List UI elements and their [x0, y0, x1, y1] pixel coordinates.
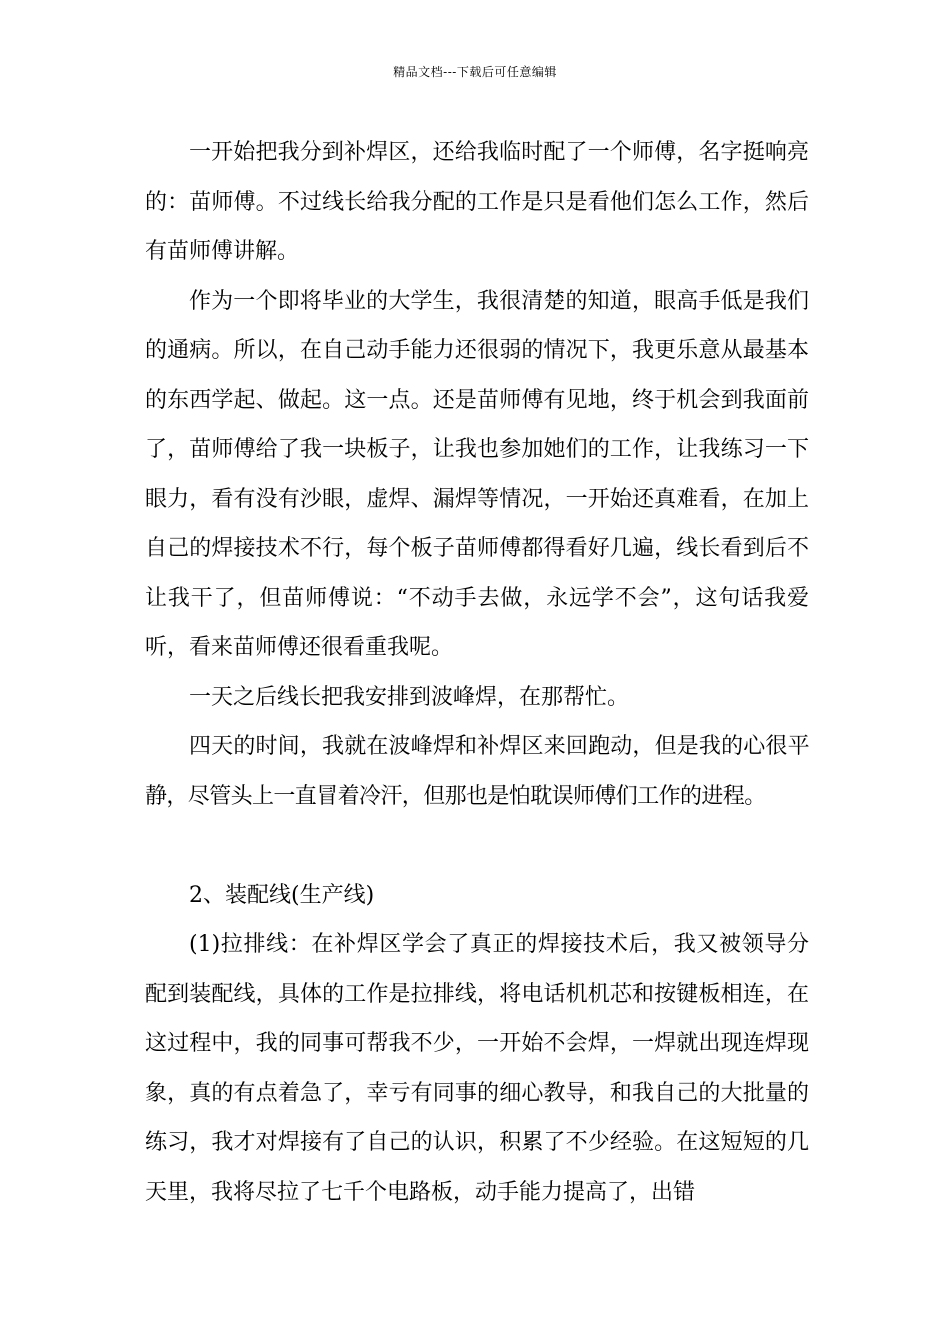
document-body: [145, 128, 809, 1217]
page-header: 精品文档---下载后可任意编辑: [393, 65, 557, 79]
paragraph-spacer: [145, 821, 809, 871]
paragraph-4: 四天的时间，我就在波峰焊和补焊区来回跑动，但是我的心很平静，尽管头上一直冒着冷汗，但那也是怕耽误师傅们工作的进程。: [145, 734, 809, 809]
paragraph-1: 一开始把我分到补焊区，还给我临时配了一个师傅，名字挺响亮的：苗师傅。不过线长给我分配的工作是只是看他们怎么工作，然后有苗师傅讲解。: [145, 140, 809, 264]
section-heading: 2、装配线(生产线): [189, 882, 375, 908]
paragraph-3: 一天之后线长把我安排到波峰焊，在那帮忙。: [189, 684, 630, 710]
paragraph-2: 作为一个即将毕业的大学生，我很清楚的知道，眼高手低是我们的通病。所以，在自己动手能力还很弱的情况下，我更乐意从最基本的东西学起、做起。这一点。还是苗师傅有见地，终于机会到我面前了，苗师傅给了我一块板子，让我也参加她们的工作，让我练习一下眼力，看有没有沙眼，虚焊、漏焊等情况，一开始还真难看，在加上自己的焊接技术不行，每个板子苗师傅都得看好几遍，线长看到后不让我干了，但苗师傅说：“不动手去做，永远学不会”，这句话我爱听，看来苗师傅还很看重我呢。: [145, 288, 809, 660]
section-paragraph-1: (1)拉排线：在补焊区学会了真正的焊接技术后，我又被领导分配到装配线，具体的工作是拉排线，将电话机机芯和按键板相连，在这过程中，我的同事可帮我不少，一开始不会焊，一焊就出现连焊现象，真的有点着急了，幸亏有同事的细心教导，和我自己的大批量的练习，我才对焊接有了自己的认识，积累了不少经验。在这短短的几天里，我将尽拉了七千个电路板，动手能力提高了，出错: [145, 932, 809, 1205]
